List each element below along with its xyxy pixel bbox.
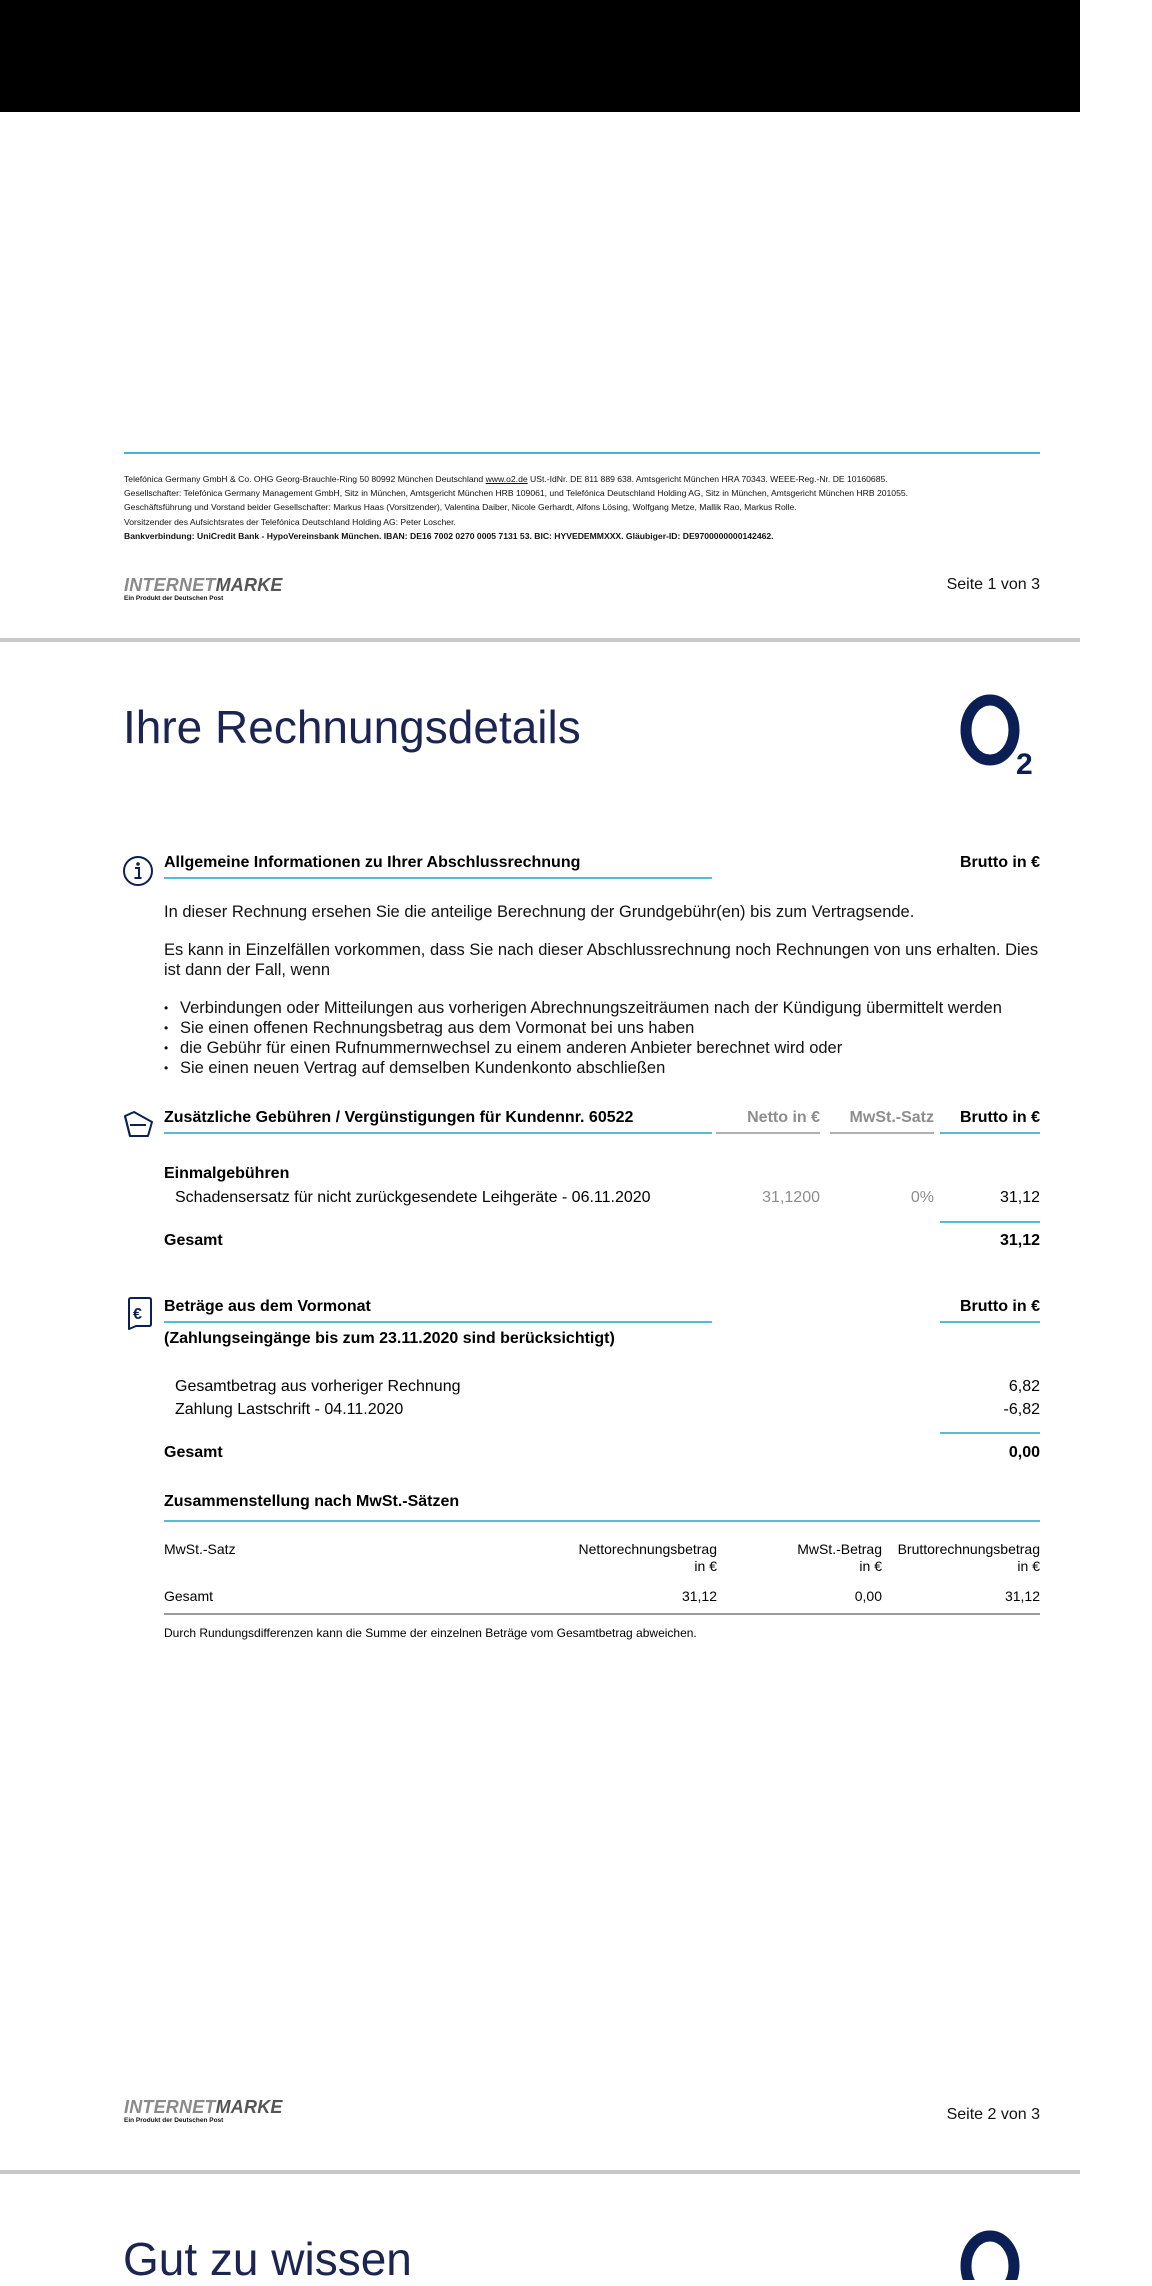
info-icon xyxy=(122,855,154,887)
info-section-title: Allgemeine Informationen zu Ihrer Abschlussrechnung xyxy=(164,854,581,871)
euro-receipt-icon xyxy=(124,1296,154,1330)
page-number-2: Seite 2 von 3 xyxy=(946,2106,1040,2123)
o2-logo xyxy=(960,688,1050,780)
fees-col-netto: Netto in € xyxy=(747,1109,820,1126)
legal-line-2: Gesellschafter: Telefónica Germany Management GmbH, Sitz in München, Amtsgericht München HRB 109061, und Telefónica Deutschland Holding AG, Sitz in München, Amtsgericht München HRB 201055. xyxy=(124,488,909,499)
info-bullet-list xyxy=(164,998,1044,1078)
prev-row-label: Gesamtbetrag aus vorheriger Rechnung xyxy=(175,1378,461,1395)
fees-icon xyxy=(122,1108,156,1140)
list-item: • Sie einen neuen Vertrag auf demselben Kundenkonto abschließen xyxy=(164,1058,1044,1078)
vat-table-bottom-rule xyxy=(164,1613,1040,1615)
bank-line: Bankverbindung: UniCredit Bank - HypoVereinsbank München. IBAN: DE16 7002 0270 0005 7131 53. BIC: HYVEDEMMXXX. Gläubiger-ID: DE9700000000142462. xyxy=(124,530,774,541)
o2-logo xyxy=(960,2226,1020,2280)
page-3-title: Gut zu wissen xyxy=(123,2233,412,2285)
fees-group-label: Einmalgebühren xyxy=(164,1165,290,1182)
prev-total-rule xyxy=(940,1432,1040,1434)
vat-header-net: Nettorechnungsbetrag in € xyxy=(578,1541,717,1574)
svg-text:€: € xyxy=(133,1306,142,1323)
page-break xyxy=(0,638,1080,642)
fees-item-mwst: 0% xyxy=(910,1189,934,1206)
info-paragraph-1: In dieser Rechnung ersehen Sie die anteilige Berechnung der Grundgebühr(en) bis zum Vertragsende. xyxy=(164,903,915,921)
info-col-brutto: Brutto in € xyxy=(960,854,1040,871)
prev-subtitle: (Zahlungseingänge bis zum 23.11.2020 sind berücksichtigt) xyxy=(164,1330,615,1347)
list-item: • die Gebühr für einen Rufnummernwechsel zu einem anderen Anbieter berechnet wird oder xyxy=(164,1038,1044,1058)
fees-col-brutto: Brutto in € xyxy=(960,1109,1040,1126)
fees-total-rule xyxy=(940,1221,1040,1223)
prev-total-value: 0,00 xyxy=(1008,1444,1040,1461)
internetmarke-logo: INTERNETMARKE Ein Produkt der Deutschen Post xyxy=(124,575,283,602)
legal-line-1: Telefónica Germany GmbH & Co. OHG Georg-Brauchle-Ring 50 80992 München Deutschland www.o2.de USt.-IdNr. DE 811 889 638. Amtsgericht München HRA 70343. WEEE-Reg.-Nr. DE 10160685. xyxy=(124,474,888,484)
fees-col-netto-underline xyxy=(716,1132,820,1134)
legal-line-3: Geschäftsführung und Vorstand beider Gesellschafter: Markus Haas (Vorsitzender), Valentina Daiber, Nicole Gerhardt, Alfons Lösing, Wolfgang Metze, Mallik Rao, Markus Rolle. xyxy=(124,502,797,513)
vat-header-rate: MwSt.-Satz xyxy=(164,1541,236,1557)
info-paragraph-2: Es kann in Einzelfällen vorkommen, dass Sie nach dieser Abschlussrechnung noch Rechnungen von uns erhalten. Dies ist dann der Fall, wenn xyxy=(164,941,1039,979)
fees-col-brutto-underline xyxy=(940,1132,1040,1134)
prev-col-underline xyxy=(940,1321,1040,1323)
fees-total-label: Gesamt xyxy=(164,1232,223,1249)
vat-header-vat: MwSt.-Betrag in € xyxy=(797,1541,882,1574)
prev-row-label: Zahlung Lastschrift - 04.11.2020 xyxy=(175,1401,404,1418)
prev-col-brutto: Brutto in € xyxy=(960,1298,1040,1315)
vat-section-title: Zusammenstellung nach MwSt.-Sätzen xyxy=(164,1493,460,1510)
footer-legal xyxy=(124,472,1054,543)
vat-header-gross: Bruttorechnungsbetrag in € xyxy=(897,1541,1040,1574)
fees-col-mwst: MwSt.-Satz xyxy=(849,1109,934,1126)
page-break xyxy=(0,2170,1080,2174)
fees-item-netto: 31,1200 xyxy=(762,1189,820,1206)
o2-website-link[interactable]: www.o2.de xyxy=(485,474,528,484)
redaction-bar xyxy=(0,0,1080,112)
prev-title-underline xyxy=(164,1321,712,1323)
page-title: Ihre Rechnungsdetails xyxy=(123,701,581,753)
fees-item-label: Schadensersatz für nicht zurückgesendete Leihgeräte - 06.11.2020 xyxy=(175,1189,651,1206)
svg-text:2: 2 xyxy=(1016,748,1033,780)
list-item: • Sie einen offenen Rechnungsbetrag aus dem Vormonat bei uns haben xyxy=(164,1018,1044,1038)
vat-row-label: Gesamt xyxy=(164,1588,214,1604)
fees-section-title: Zusätzliche Gebühren / Vergünstigungen für Kundennr. 60522 xyxy=(164,1109,634,1126)
footer-divider xyxy=(124,452,1040,454)
prev-total-label: Gesamt xyxy=(164,1444,223,1461)
vat-row-net: 31,12 xyxy=(681,1588,717,1604)
vat-row-gross: 31,12 xyxy=(1004,1588,1040,1604)
vat-row-vat: 0,00 xyxy=(854,1588,882,1604)
rounding-note: Durch Rundungsdifferenzen kann die Summe der einzelnen Beträge vom Gesamtbetrag abweichen. xyxy=(164,1626,697,1640)
prev-section-title: Beträge aus dem Vormonat xyxy=(164,1298,371,1315)
internetmarke-logo: INTERNETMARKE Ein Produkt der Deutschen Post xyxy=(124,2097,283,2124)
prev-row-value: 6,82 xyxy=(1008,1378,1040,1395)
legal-line-4: Vorsitzender des Aufsichtsrates der Telefónica Deutschland Holding AG: Peter Loscher. xyxy=(124,516,456,527)
page-number-1: Seite 1 von 3 xyxy=(946,576,1040,593)
fees-total-value: 31,12 xyxy=(999,1232,1040,1249)
vat-title-underline xyxy=(164,1520,1040,1522)
info-title-underline xyxy=(164,877,712,879)
prev-row-value: -6,82 xyxy=(1003,1401,1040,1418)
fees-item-brutto: 31,12 xyxy=(999,1189,1040,1206)
list-item: • Verbindungen oder Mitteilungen aus vorherigen Abrechnungszeiträumen nach der Kündigung übermittelt werden xyxy=(164,998,1044,1018)
fees-title-underline xyxy=(164,1132,712,1134)
fees-col-mwst-underline xyxy=(830,1132,934,1134)
